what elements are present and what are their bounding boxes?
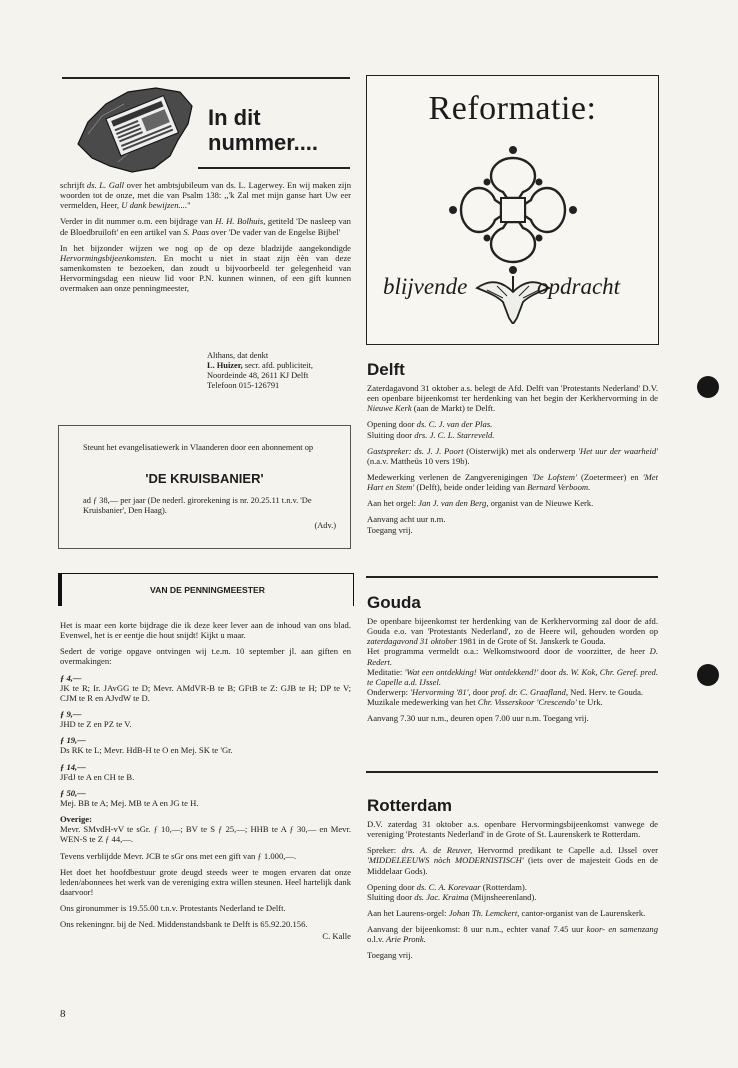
delft-paragraph-1: Zaterdagavond 31 oktober a.s. belegt de Afd. Delft van 'Protestants Nederland' D.V. een openbare bijeenkomst ter herdenking van het begin der Kerkhervorming in de Nieuwe Kerk (aan de Markt) te Delft. — [367, 383, 658, 414]
delft-heading: Delft — [367, 360, 405, 379]
poster-word-left: blijvende — [383, 274, 468, 299]
penning-paragraph-4: Het doet het hoofdbestuur grote deugd steeds weer te mogen ervaren dat onze leden/abonnees het werk van de vereniging extra willen steunen. Heel hartelijk dank daarvoor! — [60, 866, 351, 897]
section-rule-2 — [366, 771, 658, 773]
delft-opening-closing: Opening door ds. C. J. van der Plas. Sluiting door drs. J. C. L. Starreveld. — [367, 419, 495, 440]
section-rule-1 — [366, 576, 658, 578]
intro-paragraph-3: In het bijzonder wijzen we nog op de op deze bladzijde aangekondigde Hervormingsbijeenkomsten. En mocht u niet in staat zijn èèn van deze samenkomsten te bezoeken, dan zoudt u bijvoorbeeld ter gelegenheid van Hervormingsdag een nieuw lid voor P.N. kunnen winnen, of een gift kunnen overmaken aan onze penningmeester, — [60, 242, 351, 294]
gift-group — [60, 814, 351, 844]
rotterdam-opening-closing: Opening door ds. C. A. Korevaar (Rotterdam). Sluiting door ds. Jac. Kraima (Mijnsheerenland). — [367, 881, 537, 902]
poster-title: Reformatie: — [428, 90, 597, 127]
penning-paragraph-3: Tevens verblijdde Mevr. JCB te sGr ons met een gift van ƒ 1.000,—. — [60, 850, 297, 861]
gouda-meditation: Meditatie: 'Wat een ontdekking! Wat ontdekkend!' door ds. W. Kok, Chr. Geref. pred. te Capelle a.d. IJssel. — [367, 666, 658, 687]
gift-group — [60, 673, 351, 703]
punch-hole-bottom — [697, 664, 719, 686]
gift-amount: ƒ 50,— — [60, 787, 86, 798]
intro-signature: Althans, dat denkt L. Huizer, secr. afd. publiciteit, Noordeinde 48, 2611 KJ Delft Telefoon 015-126791 — [207, 351, 313, 391]
intro-title — [208, 106, 318, 155]
penning-gift-list — [60, 673, 351, 845]
gift-group — [60, 762, 351, 782]
rotterdam-organ: Aan het Laurens-orgel: Johan Th. Lemckert, cantor-organist van de Laurenskerk. — [367, 908, 646, 919]
intro-paragraph-1: schrijft ds. L. Gall over het ambtsjubileum van ds. L. Lagerwey. En wij maken zijn woorden tot de onze, met die van Psalm 138: ,,'k Zal met mijn ganse hart Uw eer vermelden, Heer, U dank bewijzen...." — [60, 180, 352, 211]
penning-heading: VAN DE PENNINGMEESTER — [150, 585, 265, 595]
punch-hole-top — [697, 376, 719, 398]
gift-amount: ƒ 14,— — [60, 761, 86, 772]
gift-group — [60, 709, 351, 729]
netherlands-map-illustration — [58, 82, 200, 174]
intro-title-line1: In dit — [208, 105, 261, 130]
penning-paragraph-1: Het is maar een korte bijdrage die ik deze keer lever aan de inhoud van ons blad. Evenwel, het is er eentje die hout snijdt! Kijkt u maar. — [60, 620, 351, 641]
gift-donors: JHD te Z en PZ te V. — [60, 719, 132, 730]
intro-text — [60, 180, 351, 299]
rotterdam-access: Toegang vrij. — [367, 950, 413, 961]
rotterdam-heading: Rotterdam — [367, 796, 453, 815]
reformatie-poster — [366, 75, 659, 345]
kruisbanier-ad — [58, 425, 351, 549]
rotterdam-speaker: Spreker: drs. A. de Reuver, Hervormd predikant te Capelle a.d. IJssel over 'MIDDELEEUWS nòch MODERNISTISCH' (iets over de majesteit Gods en de Middelaar Gods). — [367, 845, 659, 876]
penning-text — [60, 620, 351, 942]
gift-amount: ƒ 4,— — [60, 672, 82, 683]
gouda-heading: Gouda — [367, 593, 421, 612]
gift-amount: ƒ 9,— — [60, 708, 82, 719]
penning-paragraph-6: Ons rekeningnr. bij de Ned. Middenstandsbank te Delft is 65.92.20.156. — [60, 919, 308, 930]
rotterdam-start: Aanvang der bijeenkomst: 8 uur n.m., echter vanaf 7.45 uur koor- en samenzang o.l.v. Arie Pronk. — [367, 924, 658, 945]
gift-donors: Ds RK te L; Mevr. HdB-H te O en Mej. SK te 'Gr. — [60, 745, 233, 756]
gift-group — [60, 788, 351, 808]
header-rule-bottom — [198, 167, 350, 169]
intro-title-line2: nummer.... — [208, 129, 319, 155]
ad-title: 'DE KRUISBANIER' — [145, 471, 264, 486]
page-number: 8 — [60, 1008, 66, 1020]
ad-price: ad ƒ 38,— per jaar (De nederl. girorekening is nr. 20.25.11 t.n.v. 'De Kruisbanier', Den Haag). — [83, 496, 312, 516]
gift-amount: Overige: — [60, 814, 92, 825]
rotterdam-section — [367, 796, 658, 967]
gift-donors: Mej. BB te A; Mej. MB te A en JG te H. — [60, 797, 199, 808]
gouda-paragraph-1: De openbare bijeenkomst ter herdenking van de Kerkhervorming zal door de afd. Gouda e.o. van 'Protestants Nederland', zo de Heere wil, gehouden worden op zaterdagavond 31 oktober 1981 in de Grote of St. Janskerk te Gouda. — [367, 616, 658, 647]
gouda-section — [367, 593, 658, 729]
gouda-start: Aanvang 7.30 uur n.m., deuren open 7.00 uur n.m. Toegang vrij. — [367, 713, 589, 724]
delft-organ: Aan het orgel: Jan J. van den Berg, organist van de Nieuwe Kerk. — [367, 498, 594, 509]
gift-donors: JK te R; Ir. JAvGG te D; Mevr. AMdVR-B te B; GFtB te Z: GJB te H; DP te V; CJM te R en AJvdW te D. — [60, 682, 351, 703]
delft-cooperation: Medewerking verlenen de Zangverenigingen 'De Lofstem' (Zoetermeer) en 'Met Hart en Stem' (Delft), beide onder leiding van Bernard Verboom. — [367, 472, 658, 493]
gift-donors: Mevr. SMvdH-vV te sGr. ƒ 10,—; BV te S ƒ 25,—; HHB te A ƒ 30,— en Mevr. WEN-S te Z ƒ 44,—. — [60, 824, 351, 845]
gift-amount: ƒ 19,— — [60, 735, 86, 746]
rotterdam-paragraph-1: D.V. zaterdag 31 oktober a.s. openbare Hervormingsbijeenkomst vanwege de vereniging 'Protestants Nederland' in de Grote of St. Laurenskerk te Rotterdam. — [367, 819, 658, 840]
penning-signature: C. Kalle — [322, 931, 351, 942]
delft-start: Aanvang acht uur n.m. Toegang vrij. — [367, 514, 446, 535]
header-rule-top — [62, 77, 350, 79]
gouda-subject: Onderwerp: 'Hervorming '81', door prof. dr. C. Graafland, Ned. Herv. te Gouda. — [367, 687, 644, 698]
ad-adv-label: (Adv.) — [314, 521, 336, 530]
penning-paragraph-2: Sedert de vorige opgave ontvingen wij t.e.m. 10 september jl. aan giften en overmakingen: — [60, 646, 351, 667]
poster-word-right: opdracht — [537, 274, 621, 299]
gift-group — [60, 735, 351, 755]
intro-paragraph-2: Verder in dit nummer o.m. een bijdrage van H. H. Bolhuis, getiteld 'De nasleep van de Bloedbruiloft' en een artikel van S. Paas over 'De vader van de Engelse Bijbel' — [60, 216, 351, 237]
gift-donors: JFdJ te A en CH te B. — [60, 771, 135, 782]
gouda-music: Muzikale medewerking van het Chr. Visserskoor 'Crescendo' te Urk. — [367, 697, 603, 708]
penning-heading-box — [58, 573, 354, 606]
ad-text: Steunt het evangelisatiewerk in Vlaanderen door een abonnement op — [83, 443, 314, 452]
penning-paragraph-5: Ons gironummer is 19.55.00 t.n.v. Protestants Nederland te Delft. — [60, 903, 286, 914]
delft-section — [367, 360, 658, 541]
delft-speaker: Gastspreker: ds. J. J. Poort (Oisterwijk) met als onderwerp 'Het uur der waarheid' (n.a.v. Mattheüs 10 vers 19b). — [367, 445, 659, 466]
gouda-program: Het programma vermeldt o.a.: Welkomstwoord door de voorzitter, de heer D. Redert. — [367, 646, 658, 667]
